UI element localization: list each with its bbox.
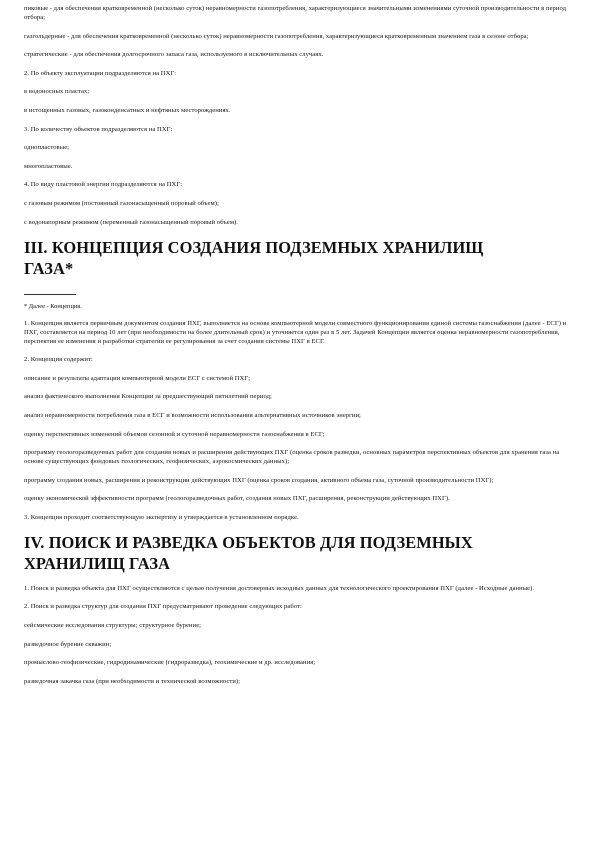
section-4-heading-line-2: ХРАНИЛИЩ ГАЗА [24, 553, 171, 573]
section-3-heading-line-1: III. КОНЦЕПЦИЯ СОЗДАНИЯ ПОДЗЕМНЫХ ХРАНИЛИЩ [24, 237, 484, 257]
section-3 [24, 237, 570, 522]
paragraph: описание и результаты адаптации компьютерной модели ЕСГ с системой ПХГ; [24, 374, 251, 382]
paragraph: в истощенных газовых, газоконденсатных и нефтяных месторождениях. [24, 106, 231, 114]
paragraph: 2. Концепция содержит: [24, 356, 93, 364]
paragraph: программу создания новых, расширения и реконструкции действующих ПХГ (оценка сроков создания, активного объема газа, суточной производительности ПХГ); [24, 476, 494, 484]
section-3-heading-line-2: ГАЗА* [24, 258, 74, 278]
paragraph: разведочное бурение скважин; [24, 640, 112, 648]
document-page [24, 4, 570, 695]
paragraph: пиковые - для обеспечения кратковременной (несколько суток) неравномерности газопотребления, характеризующиеся значительными изменениями суточной производительности в период отбора; [24, 5, 567, 21]
section-3-heading [24, 237, 570, 279]
paragraph: 4. По виду пластовой энергии подразделяются на ПХГ: [24, 181, 183, 189]
paragraph: с водонапорным режимом (переменный газонасыщенный поровый объем). [24, 218, 238, 226]
top-text-block [24, 4, 570, 227]
paragraph: однопластовые; [24, 144, 70, 152]
paragraph: разведочная закачка газа (при необходимости и технической возможности); [24, 677, 241, 685]
paragraph: 2. Поиск и разведка структур для создания ПХГ предусматривают проведение следующих работ: [24, 603, 302, 611]
paragraph: газгольдерные - для обеспечения кратковременной (несколько суток) неравномерности газопотребления, характеризующиеся кратковременным значением газа в сезоне отбора; [24, 32, 529, 40]
paragraph: с газовым режимом (постоянный газонасыщенный поровый объем); [24, 199, 219, 207]
section-4 [24, 532, 570, 686]
paragraph: 3. По количеству объектов подразделяются на ПХГ: [24, 125, 173, 133]
paragraph: 3. Концепция проходит соответствующую экспертизу и утверждается в установленном порядке. [24, 513, 299, 521]
footnote: * Далее - Концепция. [24, 302, 82, 310]
paragraph: многопластовые. [24, 162, 73, 170]
paragraph: стратегические - для обеспечения долгосрочного запаса газа, используемого в исключительных случаях. [24, 51, 324, 59]
paragraph: оценку перспективных изменений объемов сезонной и суточной неравномерности газоснабжения в ЕСГ; [24, 430, 325, 438]
paragraph: промыслово-геофизические, гидродинамические (гидроразведка), геохимические и др. исследования; [24, 659, 316, 667]
paragraph: 1. Концепция является первичным документом создания ПХГ, выполняется на основе компьютерной модели совместного функционирования единой системы газоснабжения (далее - ЕСГ) и ПХГ, составляется на период 10 лет (при необходимости на более длительный срок) и уточняется один раз в 5 лет. Задачей Концепции является оценка неравномерности газопотребления, перспектив ее изменения и разработки стратегии ее регулирования за счет создания системы ПХГ в ЕСГ. [24, 319, 567, 345]
paragraph: программу геологоразведочных работ для создания новых и расширения действующих ПХГ (оценка сроков разведки, основных параметров перспективных объектов для хранения газа на основе существующих фондовых геологических, геофизических, аэрокосмических данных); [24, 449, 560, 466]
paragraph: анализ неравномерности потребления газа в ЕСГ и возможности использования альтернативных источников энергии; [24, 411, 361, 419]
paragraph: в водоносных пластах; [24, 88, 90, 96]
paragraph: 2. По объекту эксплуатации подразделяются на ПХГ: [24, 69, 177, 77]
paragraph: оценку экономической эффективности программ (геологоразведочных работ, создания новых ПХГ, расширения, реконструкции действующих ПХГ). [24, 495, 450, 503]
paragraph: 1. Поиск и разведка объекта для ПХГ осуществляются с целью получения достоверных исходных данных для технологического проектирования ПХГ (далее - Исходные данные). [24, 584, 535, 592]
section-4-heading-line-1: IV. ПОИСК И РАЗВЕДКА ОБЪЕКТОВ ДЛЯ ПОДЗЕМНЫХ [24, 532, 473, 552]
paragraph: анализ фактического выполнения Концепции за предшествующий пятилетний период; [24, 393, 272, 401]
paragraph: сейсмические исследования структуры; структурное бурение; [24, 622, 202, 630]
section-4-heading [24, 532, 570, 574]
